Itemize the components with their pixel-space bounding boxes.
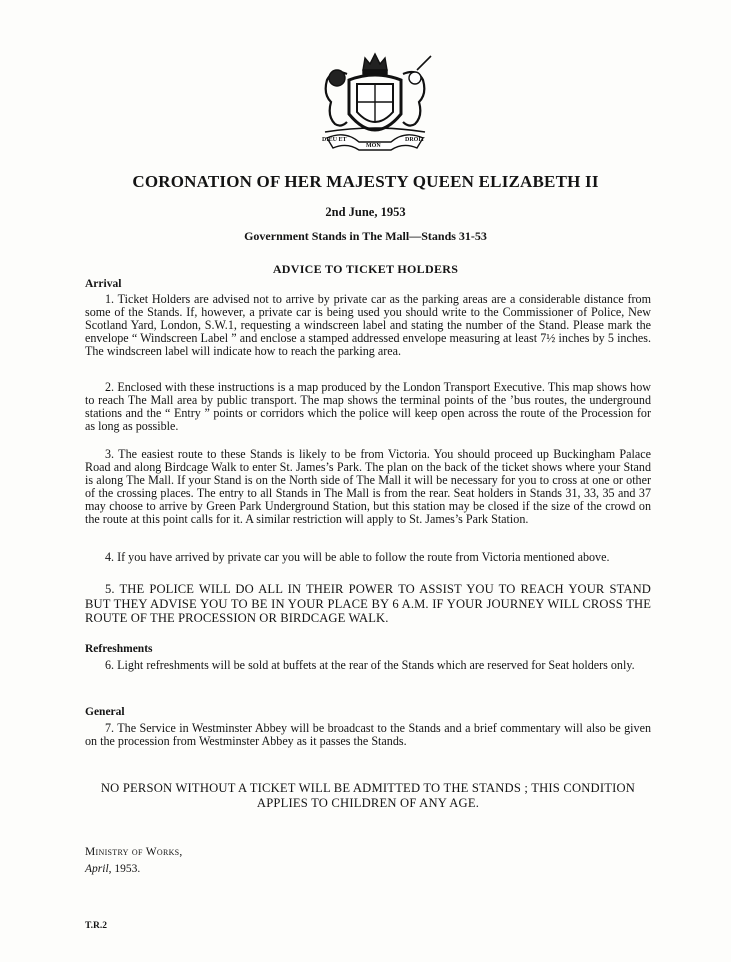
section-heading: ADVICE TO TICKET HOLDERS (272, 262, 459, 276)
document-subtitle: Government Stands in The Mall—Stands 31-53 (244, 229, 487, 243)
signed-month: April (85, 863, 109, 875)
admission-notice: NO PERSON WITHOUT A TICKET WILL BE ADMITTED TO THE STANDS ; THIS CONDITION APPLIES TO CHILDREN OF ANY AGE. (100, 781, 636, 810)
form-code: T.R.2 (85, 921, 107, 931)
document-title: CORONATION OF HER MAJESTY QUEEN ELIZABETH II (132, 172, 599, 191)
signed-date (85, 863, 140, 875)
paragraph-3: 3. The easiest route to these Stands is likely to be from Victoria. You should proceed up Buckingham Palace Road and along Birdcage Walk to enter St. James’s Park. The plan on the back of the ticket shows where your Stand is along The Mall. If your Stand is on the North side of The Mall it will be necessary for you to cross at one or other of the crossing places. The entry to all Stands in The Mall is from the rear. Seat holders in Stands 31, 33, 35 and 37 may choose to arrive by Green Park Underground Station, but this station may be closed if the size of the crowd on the route at this point calls for it. A similar restriction will apply to St. James’s Park Station. (85, 447, 651, 526)
paragraph-6: 6. Light refreshments will be sold at buffets at the rear of the Stands which are reserved for Seat holders only. (105, 658, 635, 672)
paragraph-4: 4. If you have arrived by private car you will be able to follow the route from Victoria mentioned above. (105, 550, 610, 564)
ministry-signature: Ministry of Works, (85, 846, 183, 858)
section-head-arrival: Arrival (85, 278, 122, 290)
event-date: 2nd June, 1953 (325, 205, 406, 219)
paragraph-2: 2. Enclosed with these instructions is a map produced by the London Transport Executive. This map shows how to reach The Mall area by public transport. The map shows the terminal points of the ’bus routes, the underground stations and the “ Entry ” points or corridors which the police will keep open across the route of the Procession for as long as possible. (85, 380, 651, 433)
paragraph-1: 1. Ticket Holders are advised not to arrive by private car as the parking areas are a considerable distance from some of the Stands. If, however, a private car is being used you should write to the Commissioner of Police, New Scotland Yard, London, S.W.1, requesting a windscreen label and stating the number of the Stand. Please mark the envelope “ Windscreen Label ” and enclose a stamped addressed envelope measuring at least 7½ inches by 5 inches. The windscreen label will indicate how to reach the parking area. (85, 292, 651, 358)
section-head-refreshments: Refreshments (85, 643, 153, 655)
crest-motto-center: MON (366, 143, 381, 149)
crest-motto-right: DROIT (405, 137, 425, 143)
paragraph-7: 7. The Service in Westminster Abbey will be broadcast to the Stands and a brief commentary will also be given on the procession from Westminster Abbey as it passes the Stands. (85, 721, 651, 748)
paragraph-5: 5. THE POLICE WILL DO ALL IN THEIR POWER TO ASSIST YOU TO REACH YOUR STAND BUT THEY ADVISE YOU TO BE IN YOUR PLACE BY 6 A.M. IF YOUR JOURNEY WILL CROSS THE ROUTE OF THE PROCESSION OR BIRDCAGE WALK. (85, 582, 651, 625)
crest-motto-left: DIEU ET (322, 137, 347, 143)
section-head-general: General (85, 706, 125, 718)
signed-year: , 1953. (108, 863, 141, 875)
